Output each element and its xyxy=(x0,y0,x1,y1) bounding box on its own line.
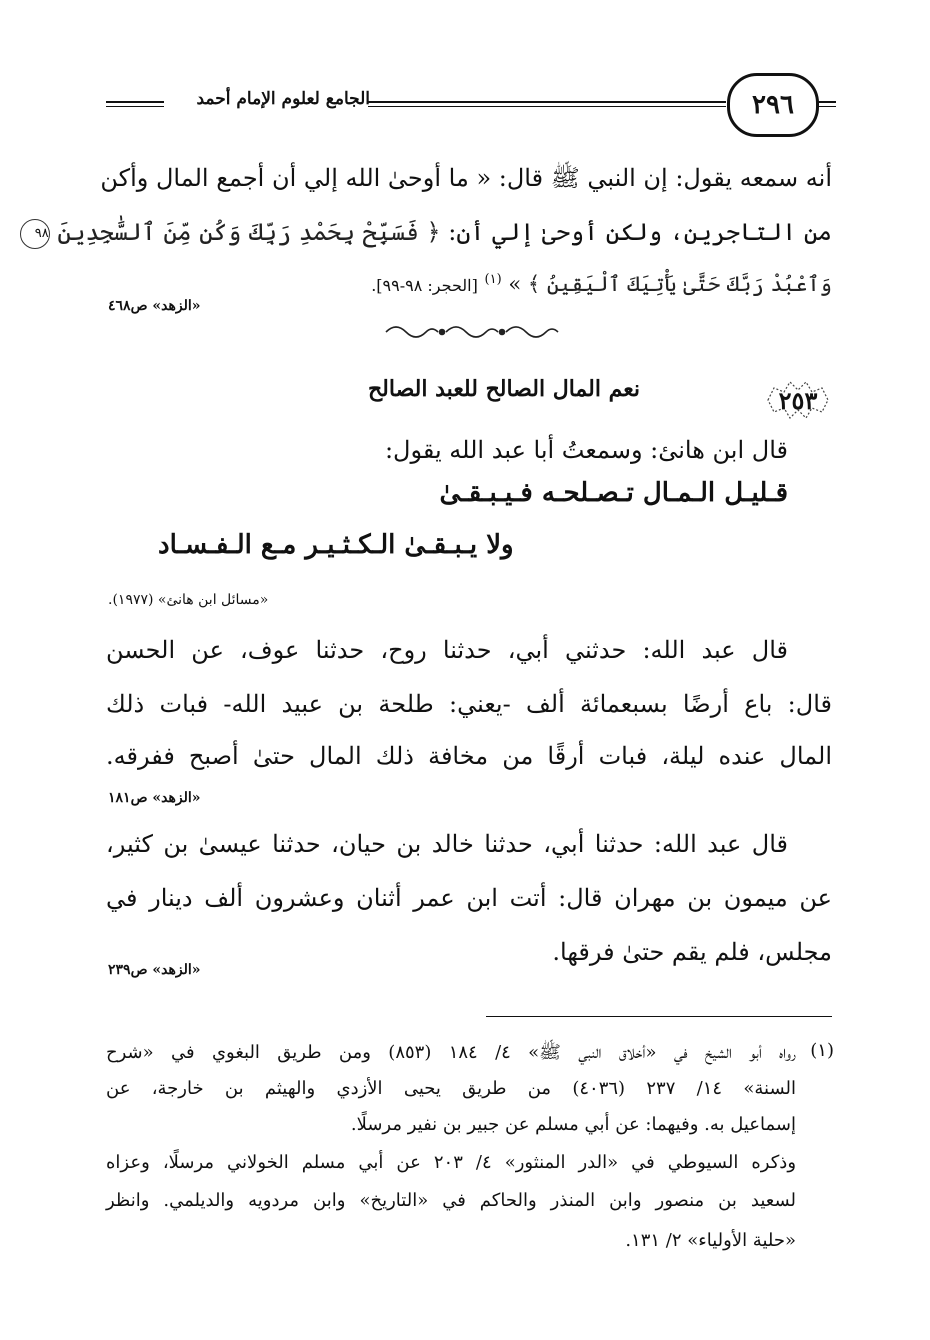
header-rule-right-thin xyxy=(106,106,164,107)
footnote-line-3: إسماعيل به. وفيهما: عن أبي مسلم عن جبير بن نفير مرسلًا. xyxy=(350,1114,796,1135)
footnote-line-1: رواه أبو الشيخ في «أخلاق النبي ﷺ» ٤/ ١٨٤ (٨٥٣) ومن طريق البغوي في «شرح xyxy=(106,1042,796,1063)
ayah-number-98: ٩٨ xyxy=(20,219,50,249)
intro-line-1: أنه سمعه يقول: إن النبي ﷺ قال: « ما أوحىٰ الله إلي أن أجمع المال وأكن xyxy=(100,164,832,192)
quote-close: » xyxy=(508,272,522,296)
footnote-ref: (١) xyxy=(484,272,502,287)
report-1-line-1: قال عبد الله: حدثني أبي، حدثنا روح، حدثنا عوف، عن الحسن xyxy=(106,636,788,664)
source-citation-1: «الزهد» ص٤٦٨ xyxy=(108,298,201,314)
footnote-line-2: السنة» ١٤/ ٢٣٧ (٤٠٣٦) من طريق يحيى الأزدي والهيثم بن خارجة، عن xyxy=(106,1078,796,1099)
section-title: نعم المال الصالح للعبد الصالح xyxy=(367,376,640,402)
section-number-badge xyxy=(760,378,836,422)
quran-verse-99: وَٱعْبُدْ رَبَّكَ حَتَّىٰ يَأْتِيَكَ ٱلْيَقِينُ ﴾ xyxy=(527,272,832,296)
source-citation-3: «الزهد» ص٢٣٩ xyxy=(108,962,201,978)
ornament-divider-icon xyxy=(380,320,566,344)
footnote-line-4: وذكره السيوطي في «الدر المنثور» ٤/ ٢٠٣ عن أبي مسلم الخولاني مرسلًا، وعزاه xyxy=(106,1152,797,1173)
header-rule-left-thin xyxy=(368,106,726,107)
quran-verse-98: ﴿ فَسَبِّحْ بِحَمْدِ رَبِّكَ وَكُن مِّنَ ٱلسَّٰجِدِينَ xyxy=(57,218,441,246)
report-2-line-2: عن ميمون بن مهران قال: أتت ابن عمر أثنان وعشرون ألف دينار في xyxy=(106,884,832,912)
poem-verse-2: ولا يـبـقـىٰ الـكـثـيـر مـع الـفـسـاد xyxy=(158,530,514,560)
footnote-line-6: «حلية الأولياء» ٢/ ١٣١. xyxy=(625,1230,796,1251)
running-title: الجامع لعلوم الإمام أحمد xyxy=(196,89,370,109)
page-number: ٢٩٦ xyxy=(727,73,819,137)
surah-reference: [الحجر: ٩٨-٩٩]. xyxy=(371,276,478,295)
report-2-line-1: قال عبد الله: حدثنا أبي، حدثنا خالد بن حيان، حدثنا عيسىٰ بن كثير، xyxy=(106,830,788,858)
poem-verse-1: قـليـل الـمـال تـصـلحـه فـيـبـقـىٰ xyxy=(439,478,788,508)
footnote-number: (١) xyxy=(810,1040,834,1061)
intro-line-2 xyxy=(34,212,832,252)
header-rule-left xyxy=(368,101,726,103)
report-1-line-2: قال: باع أرضًا بسبعمائة ألف -يعني: طلحة بن عبيد الله- فبات ذلك xyxy=(106,690,832,718)
narrator-line: قال ابن هانئ: وسمعتُ أبا عبد الله يقول: xyxy=(384,436,788,464)
report-2-line-3: مجلس، فلم يقم حتىٰ فرقها. xyxy=(552,938,832,966)
footnote-line-5: لسعيد بن منصور وابن المنذر والحاكم في «التاريخ» وابن مردويه والديلمي. وانظر xyxy=(106,1190,796,1211)
report-1-line-3: المال عنده ليلة، فبات أرقًا من مخافة ذلك المال حتىٰ أصبح ففرقه. xyxy=(106,742,832,770)
footnote-separator xyxy=(486,1016,832,1017)
section-number: ٢٥٣ xyxy=(778,386,818,415)
intro-line-3 xyxy=(106,260,832,306)
poem-source: «مسائل ابن هانئ» (١٩٧٧). xyxy=(108,592,269,608)
source-citation-2: «الزهد» ص١٨١ xyxy=(108,790,201,806)
header-rule-right xyxy=(106,101,164,103)
intro-line-2-text: من التاجرين، ولكن أوحىٰ إلي أن: xyxy=(448,218,832,246)
